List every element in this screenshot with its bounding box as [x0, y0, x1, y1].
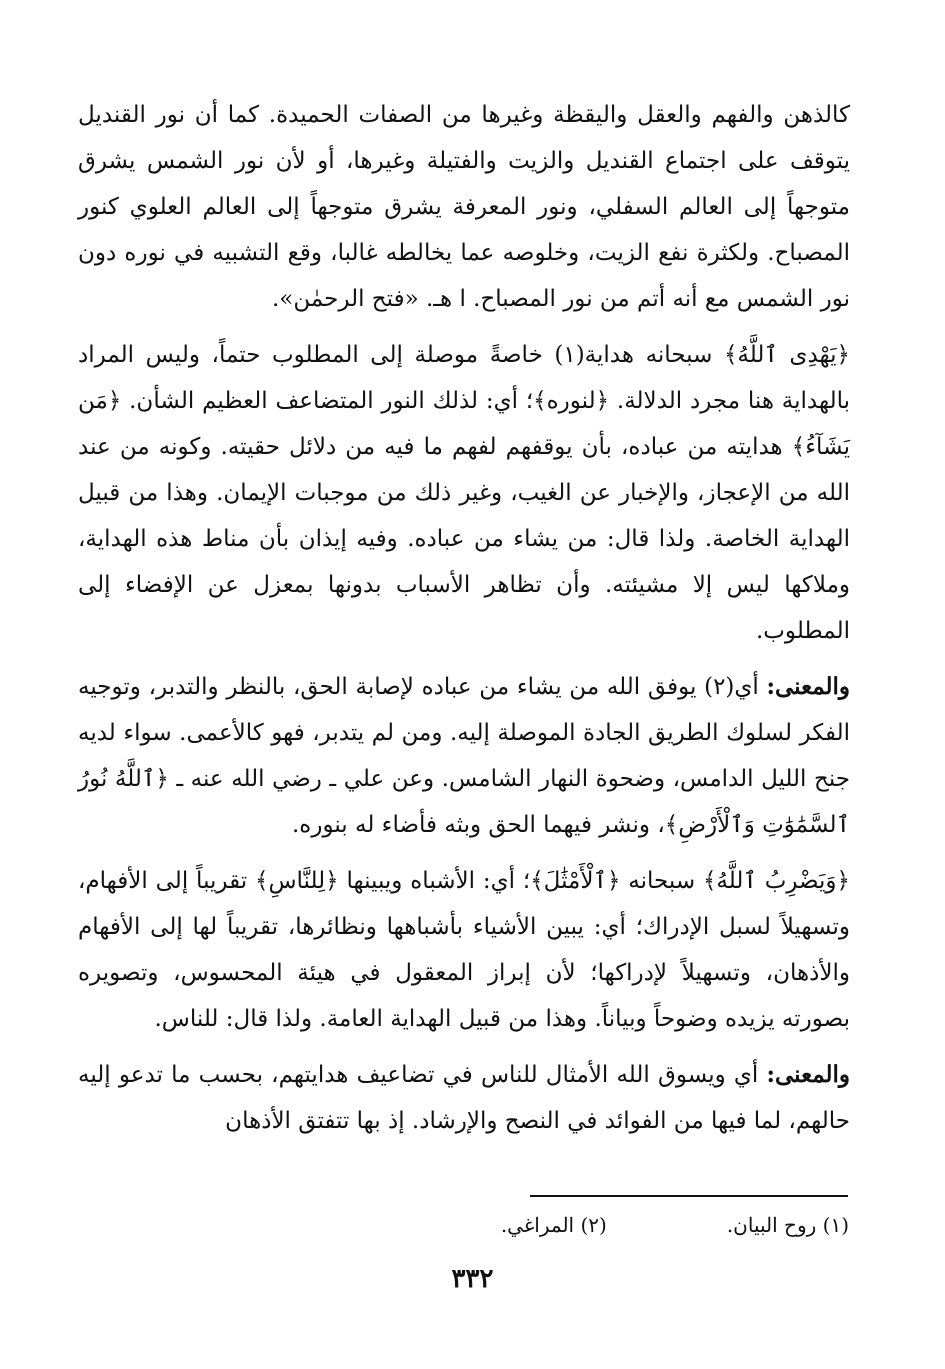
main-text [78, 92, 850, 1144]
paragraph-3 [78, 664, 850, 848]
paragraph-text: أي(٢) يوفق الله من يشاء من عباده لإصابة الحق، بالنظر والتدبر، وتوجيه الفكر لسلوك الطريق الجادة الموصلة إليه. ومن لم يتدبر، فهو كالأعمى. سواء لديه جنح الليل الدامس، وضحوة النهار الشامس. وعن علي ـ رضي الله عنه ـ ﴿ٱللَّهُ نُورُ ٱلسَّمَٰوَٰتِ وَٱلْأَرْضِ﴾، ونشر فيهما الحق وبثه فأضاء له بنوره. [78, 674, 850, 838]
footnote-divider [530, 1195, 848, 1197]
footnotes [249, 1210, 849, 1240]
footnote-1: (١) روح البيان. [726, 1213, 849, 1237]
paragraph-text: ﴿يَهْدِى ٱللَّهُ﴾ سبحانه هداية(١) خاصةً موصلة إلى المطلوب حتماً، وليس المراد بالهداية هنا مجرد الدلالة. ﴿لنوره﴾؛ أي: لذلك النور المتضاعف العظيم الشأن. ﴿مَن يَشَآءُ﴾ هدايته من عباده، بأن يوقفهم لفهم ما فيه من دلائل حقيته. وكونه من عند الله من الإعجاز، والإخبار عن الغيب، وغير ذلك من موجبات الإيمان. وهذا من قبيل الهداية الخاصة. ولذا قال: من يشاء من عباده. وفيه إيذان بأن مناط هذه الهداية، وملاكها ليس إلا مشيئته. وأن تظاهر الأسباب بدونها بمعزل عن الإفضاء إلى المطلوب. [78, 342, 850, 644]
page-number: ٣٣٢ [451, 1264, 494, 1294]
paragraph-lead: والمعنى: [766, 673, 851, 700]
paragraph-5 [78, 1052, 850, 1144]
paragraph-lead: والمعنى: [766, 1061, 850, 1088]
paragraph-1 [78, 92, 850, 322]
paragraph-text: أي ويسوق الله الأمثال للناس في تضاعيف هدايتهم، بحسب ما تدعو إليه حالهم، لما فيها من الفوائد في النصح والإرشاد. إذ بها تتفتق الأذهان [78, 1062, 850, 1134]
paragraph-4 [78, 858, 850, 1042]
footnote-2: (٢) المراغي. [500, 1213, 607, 1237]
paragraph-text: ﴿وَيَضْرِبُ ٱللَّهُ﴾ سبحانه ﴿ٱلْأَمْثَٰلَ﴾؛ أي: الأشباه ويبينها ﴿لِلنَّاسِ﴾ تقريباً إلى الأفهام، وتسهيلاً لسبل الإدراك؛ أي: يبين الأشياء بأشباهها ونظائرها، تقريباً لها إلى الأفهام والأذهان، وتسهيلاً لإدراكها؛ لأن إبراز المعقول في هيئة المحسوس، وتصويره بصورته يزيده وضوحاً وبياناً. وهذا من قبيل الهداية العامة. ولذا قال: للناس. [78, 868, 850, 1032]
paragraph-2 [78, 332, 850, 654]
paragraph-text: كالذهن والفهم والعقل واليقظة وغيرها من الصفات الحميدة. كما أن نور القنديل يتوقف على اجتماع القنديل والزيت والفتيلة وغيرها، أو لأن نور الشمس يشرق متوجهاً إلى العالم السفلي، ونور المعرفة يشرق متوجهاً إلى العالم العلوي كنور المصباح. ولكثرة نفع الزيت، وخلوصه عما يخالطه غالبا، وقع التشبيه في نوره دون نور الشمس مع أنه أتم من نور المصباح. ا هـ. «فتح الرحمٰن». [78, 102, 850, 312]
